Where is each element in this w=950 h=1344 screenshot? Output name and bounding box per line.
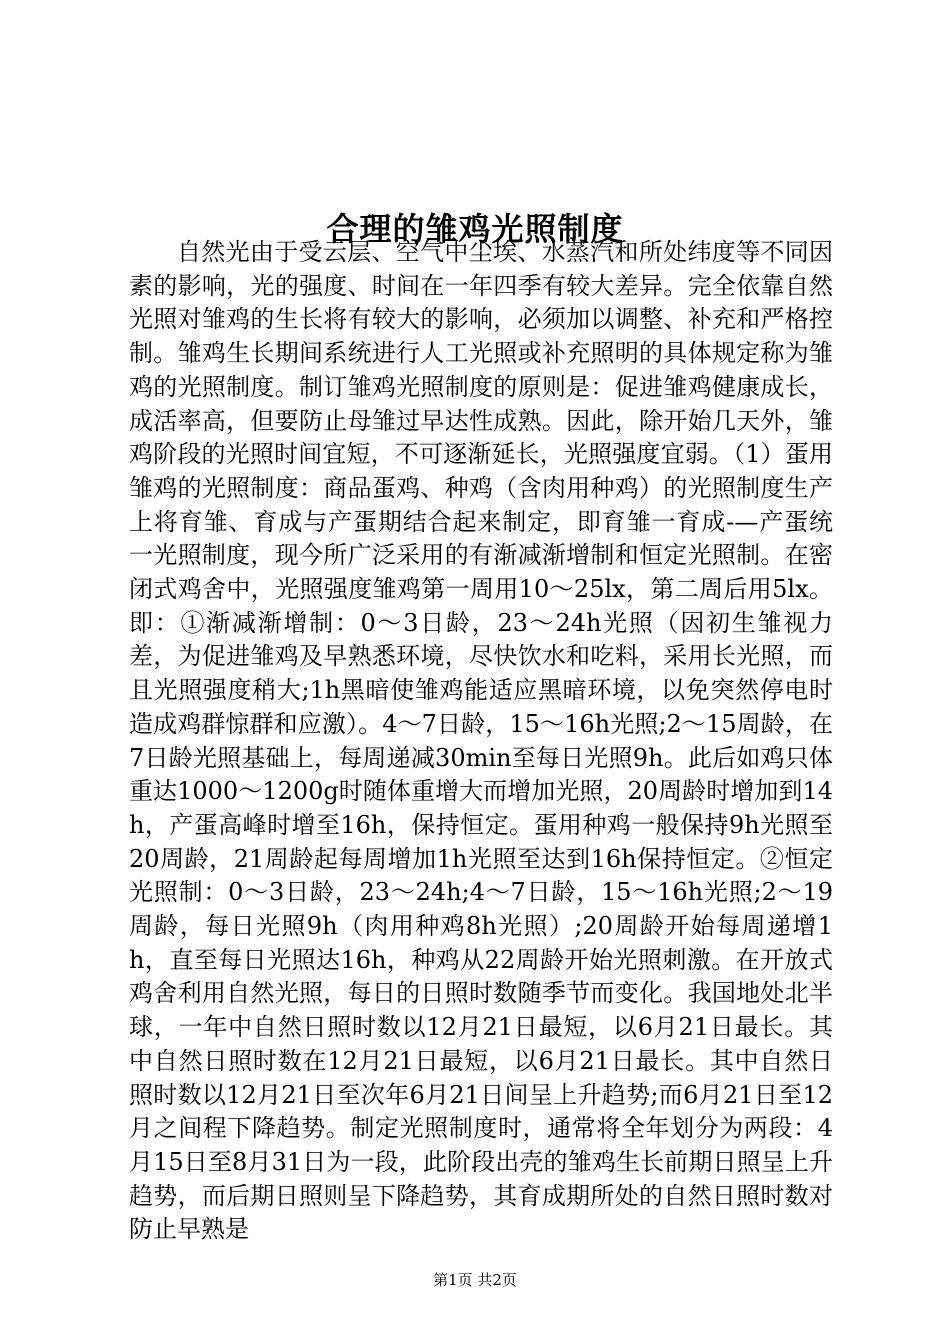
document-title: 合理的雏鸡光照制度 [326,210,624,249]
document-body-paragraph: 自然光由于受云层、空气中尘埃、水蒸汽和所处纬度等不同因素的影响，光的强度、时间在一年四季有较大差异。完全依靠自然光照对雏鸡的生长将有较大的影响，必须加以调整、补充和严格控制。雏鸡生长期间系统进行人工光照或补充照明的具体规定称为雏鸡的光照制度。制订雏鸡光照制度的原则是：促进雏鸡健康成长，成活率高，但要防止母雏过早达性成熟。因此，除开始几天外，雏鸡阶段的光照时间宜短，不可逐渐延长，光照强度宜弱。（1）蛋用雏鸡的光照制度：商品蛋鸡、种鸡（含肉用种鸡）的光照制度生产上将育雏、育成与产蛋期结合起来制定，即育雏一育成-—产蛋统一光照制度，现今所广泛采用的有渐减渐增制和恒定光照制。在密闭式鸡舍中，光照强度雏鸡第一周用10～25lx，第二周后用5lx。即：①渐减渐增制：0～3日龄，23～24h光照（因初生雏视力差，为促进雏鸡及早熟悉环境，尽快饮水和吃料，采用长光照，而且光照强度稍大;1h黑暗使雏鸡能适应黑暗环境，以免突然停电时造成鸡群惊群和应激）。4～7日龄，15～16h光照;2～15周龄，在7日龄光照基础上，每周递减30min至每日光照9h。此后如鸡只体重达1000～1200g时随体重增大而增加光照，20周龄时增加到14h，产蛋高峰时增至16h，保持恒定。蛋用种鸡一般保持9h光照至20周龄，21周龄起每周增加1h光照至达到16h保持恒定。②恒定光照制：0～3日龄，23～24h;4～7日龄，15～16h光照;2～19周龄，每日光照9h（肉用种鸡8h光照）;20周龄开始每周递增1h，直至每日光照达16h，种鸡从22周龄开始光照刺激。在开放式鸡舍利用自然光照，每日的日照时数随季节而变化。我国地处北半球，一年中自然日照时数以12月21日最短，以6月21日最长。其中自然日照时数在12月21日最短，以6月21日最长。其中自然日照时数以12月21日至次年6月21日间呈上升趋势;而6月21日至12月之间程下降趋势。制定光照制度时，通常将全年划分为两段：4月15日至8月31日为一段，此阶段出壳的雏鸡生长前期日照呈上升趋势，而后期日照则呈下降趋势，其育成期所处的自然日照时数对防止早熟是 [129,238,833,1244]
page-footer: 第1页 共2页 [433,1271,517,1289]
